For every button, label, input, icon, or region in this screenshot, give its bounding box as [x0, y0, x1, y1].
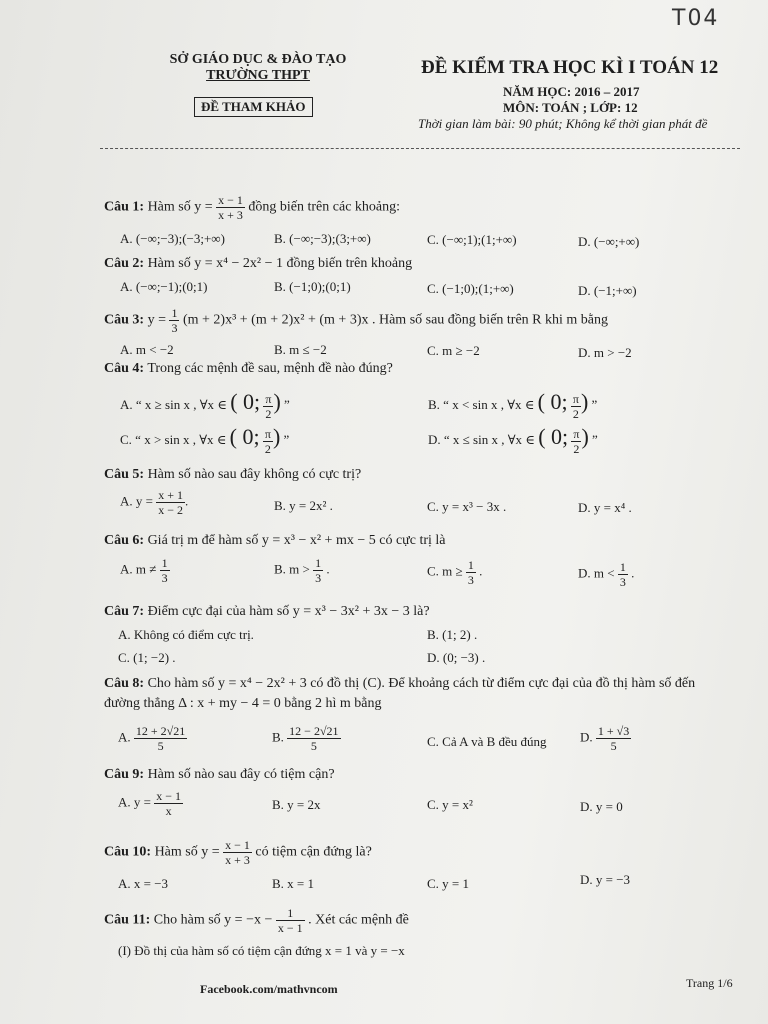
fraction [156, 488, 185, 517]
option-c: C. (−1;0);(1;+∞) [427, 281, 514, 296]
question-text: . Xét các mệnh đề [308, 912, 409, 928]
quote-end: ” [280, 432, 290, 447]
denominator: 3 [161, 571, 168, 585]
option-text: . [185, 493, 189, 509]
numerator: π [264, 426, 271, 441]
question-label: Câu 7: [104, 604, 145, 619]
numerator: x − 1 [156, 789, 182, 803]
fraction [134, 724, 187, 753]
numerator: 12 − 2√21 [289, 724, 339, 738]
option-d: D. y = −3 [580, 872, 631, 887]
statement-1: (I) Đồ thị của hàm số có tiệm cận đứng x = 1 và y = −x [118, 943, 405, 958]
denominator: 2 [264, 441, 271, 456]
numerator: 1 [276, 906, 305, 921]
fraction [263, 427, 273, 456]
option-d: D. (0; −3) . [427, 650, 486, 665]
numerator: 1 [161, 556, 168, 570]
question-text: Hàm số nào sau đây có tiệm cận? [147, 767, 335, 782]
fraction [223, 838, 252, 867]
question-text: y = [147, 312, 166, 328]
denominator: x + 3 [225, 853, 250, 867]
option-text: B. “ x < sin x , ∀x ∈ [428, 397, 538, 412]
option-a [120, 488, 188, 517]
interval-close: ) [581, 424, 589, 449]
numerator: π [573, 426, 580, 441]
department-name: SỞ GIÁO DỤC & ĐÀO TẠO [169, 52, 347, 67]
option-a [118, 789, 183, 818]
option-text: D. m < [578, 565, 615, 581]
interval-close: ) [580, 389, 589, 414]
numerator: 1 [619, 560, 626, 574]
option-text: C. “ x > sin x , ∀x ∈ [120, 432, 230, 447]
option-b: B. y = 2x [272, 797, 321, 812]
denominator: 5 [610, 739, 617, 753]
question-3 [104, 306, 608, 335]
exam-title: ĐỀ KIỂM TRA HỌC KÌ I TOÁN 12 [421, 57, 719, 78]
question-label: Câu 10: [104, 844, 152, 860]
numerator: 12 + 2√21 [135, 724, 186, 738]
option-b: B. (−∞;−3);(3;+∞) [274, 231, 371, 246]
numerator: π [572, 391, 579, 406]
question-2 [104, 256, 412, 272]
option-text: C. m ≥ [427, 563, 463, 579]
option-a: A. x = −3 [118, 876, 169, 891]
fraction [313, 556, 323, 585]
question-text: Giá trị m để hàm số y = x³ − x² + mx − 5 có cực trị là [147, 533, 446, 548]
question-label: Câu 3: [104, 312, 145, 328]
denominator: 3 [171, 321, 178, 335]
question-4 [104, 361, 393, 377]
option-text: D. “ x ≤ sin x , ∀x ∈ [428, 432, 539, 447]
question-text: Trong các mệnh đề sau, mệnh đề nào đúng? [147, 361, 393, 376]
question-9 [104, 767, 335, 783]
option-d: D. (−∞;+∞) [578, 234, 640, 249]
quote-end: ” [280, 397, 290, 412]
option-c: C. m ≥ −2 [427, 343, 480, 358]
denominator: 2 [572, 406, 579, 421]
fraction [618, 560, 628, 589]
option-b: B. (−1;0);(0;1) [274, 279, 351, 294]
question-label: Câu 4: [104, 361, 145, 376]
denominator: x [165, 804, 172, 818]
numerator: 1 [315, 556, 322, 570]
question-text: Hàm số y = [154, 844, 220, 860]
interval-open: ( 0; [230, 389, 261, 414]
option-b: B. y = 2x² . [274, 498, 333, 513]
option-text: B. [272, 729, 284, 745]
numerator: π [265, 391, 272, 406]
question-text: Cho hàm số y = x⁴ − 2x² + 3 có đồ thị (C). Để khoảng cách từ điểm cực đại của đồ thị hàm số đến [147, 676, 696, 691]
option-a: A. m < −2 [120, 342, 174, 357]
question-8-line-2: đường thẳng Δ : x + my − 4 = 0 bằng 2 hì m bằng [104, 696, 382, 711]
school-name: TRƯỜNG THPT [206, 68, 310, 83]
option-c: C. (−∞;1);(1;+∞) [427, 232, 517, 247]
reference-exam-box: ĐỀ THAM KHẢO [194, 97, 313, 117]
option-b [272, 724, 341, 753]
option-d: D. y = 0 [580, 799, 623, 814]
question-label: Câu 1: [104, 199, 145, 215]
question-text: Hàm số y = x⁴ − 2x² − 1 đồng biến trên khoảng [147, 256, 413, 271]
option-c: C. y = x² [427, 797, 473, 812]
question-label: Câu 2: [104, 256, 145, 271]
question-text: Hàm số nào sau đây không có cực trị? [147, 467, 362, 482]
fraction [160, 556, 170, 585]
time-allowed: Thời gian làm bài: 90 phút; Không kể thời gian phát đề [418, 116, 708, 131]
option-text: A. y = [120, 493, 153, 509]
option-a [120, 556, 170, 585]
option-text: A. “ x ≥ sin x , ∀x ∈ [120, 397, 231, 412]
option-a [120, 389, 290, 421]
option-c: C. y = 1 [427, 876, 470, 891]
question-text: Điểm cực đại của hàm số y = x³ − 3x² + 3x − 3 là? [147, 604, 430, 619]
option-d: D. m > −2 [578, 345, 632, 360]
option-d [578, 560, 634, 589]
fraction [571, 392, 581, 421]
option-text: . [323, 561, 330, 577]
option-text: D. [580, 729, 593, 745]
fraction [571, 427, 581, 456]
fraction [466, 558, 476, 587]
denominator: x − 2 [158, 503, 184, 517]
question-8 [104, 676, 695, 692]
option-b [428, 389, 597, 421]
question-7 [104, 604, 430, 620]
option-c [427, 558, 482, 587]
question-text: đồng biến trên các khoảng: [248, 199, 401, 215]
interval-open: ( 0; [538, 424, 569, 449]
denominator: 2 [265, 406, 272, 421]
header-divider [100, 148, 740, 149]
option-c: C. (1; −2) . [118, 650, 176, 665]
option-d: D. (−1;+∞) [578, 283, 637, 298]
question-5 [104, 467, 361, 483]
option-d [428, 424, 598, 456]
question-text: (m + 2)x³ + (m + 2)x² + (m + 3)x . Hàm số sau đồng biến trên R khi m bằng [182, 312, 609, 328]
option-a: A. Không có điểm cực trị. [118, 627, 254, 642]
numerator: x + 1 [158, 488, 184, 502]
question-11 [104, 906, 409, 935]
option-c: C. Cả A và B đều đúng [427, 734, 547, 749]
facebook-footer: Facebook.com/mathvncom [200, 982, 338, 996]
option-text: A. [118, 729, 131, 745]
option-text: B. m > [274, 561, 310, 577]
fraction [169, 306, 179, 335]
option-a: A. (−∞;−1);(0;1) [120, 279, 208, 294]
denominator: 3 [619, 575, 626, 589]
question-text: Hàm số y = [147, 199, 213, 215]
quote-end: ” [588, 397, 598, 412]
denominator: 3 [315, 571, 322, 585]
fraction [596, 724, 631, 753]
handwritten-code: T04 [672, 6, 720, 31]
question-text: Cho hàm số y = −x − [153, 912, 273, 928]
school-year: NĂM HỌC: 2016 – 2017 [503, 84, 640, 99]
fraction [263, 392, 273, 421]
fraction [287, 724, 340, 753]
option-a [118, 724, 187, 753]
subject-grade: MÔN: TOÁN ; LỚP: 12 [503, 100, 638, 115]
question-label: Câu 11: [104, 912, 151, 928]
fraction [216, 193, 245, 222]
option-d [580, 724, 631, 753]
numerator: 1 [171, 306, 178, 320]
denominator: 2 [573, 441, 580, 456]
option-b [274, 556, 330, 585]
question-10 [104, 838, 372, 867]
option-b: B. x = 1 [272, 876, 315, 891]
option-d: D. y = x⁴ . [578, 500, 632, 515]
option-c [120, 424, 289, 456]
quote-end: ” [588, 432, 598, 447]
option-c: C. y = x³ − 3x . [427, 499, 507, 514]
denominator: 5 [157, 739, 164, 753]
option-b: B. (1; 2) . [427, 627, 478, 642]
denominator: 3 [467, 573, 474, 587]
option-text: A. y = [118, 794, 151, 810]
denominator: 5 [310, 739, 317, 753]
question-text: có tiệm cận đứng là? [255, 844, 372, 860]
page-number: Trang 1/6 [686, 976, 733, 990]
option-text: . [627, 565, 635, 581]
option-text: . [475, 563, 483, 579]
denominator: x + 3 [218, 208, 243, 222]
fraction [276, 906, 305, 935]
numerator: x − 1 [218, 193, 243, 207]
interval-open: ( 0; [229, 424, 260, 449]
numerator: 1 + √3 [597, 724, 630, 738]
question-label: Câu 5: [104, 467, 145, 482]
option-a: A. (−∞;−3);(−3;+∞) [120, 231, 225, 246]
fraction [154, 789, 183, 818]
option-b: B. m ≤ −2 [274, 342, 327, 357]
question-1 [104, 193, 400, 222]
numerator: 1 [467, 558, 474, 572]
interval-close: ) [273, 389, 281, 414]
question-label: Câu 6: [104, 533, 145, 548]
numerator: x − 1 [225, 838, 250, 852]
interval-open: ( 0; [537, 389, 568, 414]
question-6 [104, 533, 446, 549]
question-label: Câu 8: [104, 676, 145, 691]
question-label: Câu 9: [104, 767, 145, 782]
option-text: A. m ≠ [120, 561, 157, 577]
denominator: x − 1 [277, 921, 303, 935]
interval-close: ) [272, 424, 281, 449]
